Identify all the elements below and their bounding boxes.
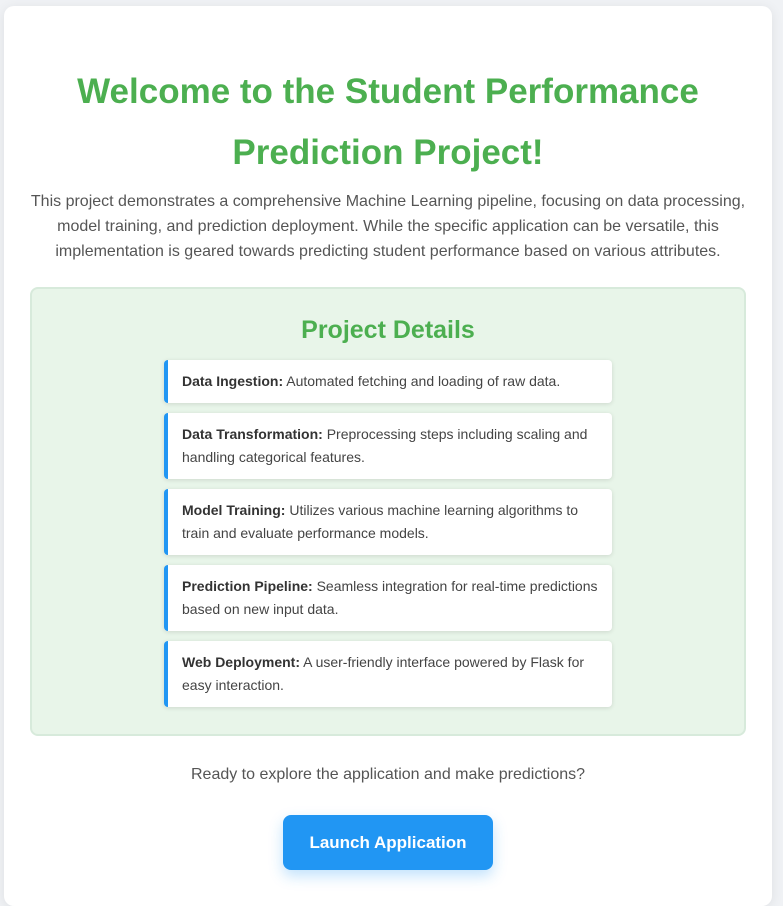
project-details-title: Project Details	[301, 316, 475, 344]
page-title-line-2: Prediction Project!	[232, 133, 544, 172]
detail-item-label: Prediction Pipeline:	[182, 578, 313, 594]
project-details-panel	[30, 287, 746, 736]
main-card	[4, 6, 772, 906]
detail-item-model-training	[164, 489, 612, 555]
detail-item-label: Data Ingestion:	[182, 373, 284, 389]
detail-item-label: Model Training:	[182, 502, 286, 518]
detail-item-label: Web Deployment:	[182, 654, 300, 670]
detail-item-text: Automated fetching and loading of raw data.	[286, 373, 561, 389]
project-details-list	[164, 360, 612, 717]
detail-item-data-ingestion	[164, 360, 612, 403]
detail-item-data-transformation	[164, 413, 612, 479]
detail-item-text: Utilizes various machine learning algorithms to train and evaluate performance models.	[182, 502, 579, 541]
detail-item-web-deployment	[164, 641, 612, 707]
detail-item-prediction-pipeline	[164, 565, 612, 631]
detail-item-text: A user-friendly interface powered by Flask for easy interaction.	[182, 654, 585, 693]
launch-application-button[interactable]: Launch Application	[283, 815, 493, 870]
cta-prompt: Ready to explore the application and make predictions?	[190, 766, 586, 783]
page-title	[34, 61, 742, 183]
detail-item-text: Seamless integration for real-time predictions based on new input data.	[182, 578, 598, 617]
page-title-line-1: Welcome to the Student Performance	[77, 72, 699, 111]
intro-paragraph: This project demonstrates a comprehensive Machine Learning pipeline, focusing on data processing, model training, and prediction deployment. While the specific application can be versatile, this implementation is geared towards predicting student performance based on various attributes.	[30, 193, 746, 260]
detail-item-text: Preprocessing steps including scaling and handling categorical features.	[182, 426, 588, 465]
detail-item-label: Data Transformation:	[182, 426, 323, 442]
